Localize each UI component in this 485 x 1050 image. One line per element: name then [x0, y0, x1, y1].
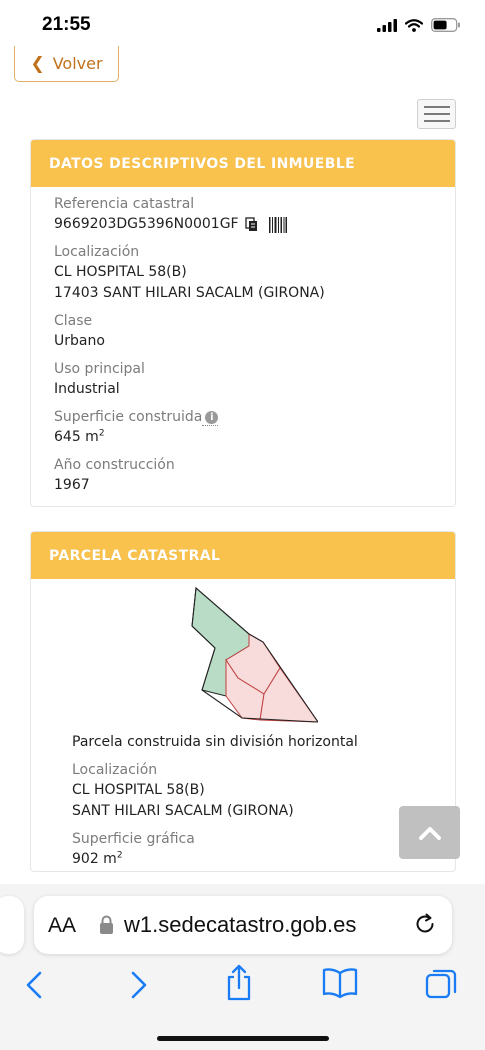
back-button-label: Volver: [52, 54, 103, 73]
class-value: Urbano: [54, 333, 105, 349]
back-icon[interactable]: [22, 965, 46, 1005]
status-time: 21:55: [42, 14, 91, 35]
location-line2: 17403 SANT HILARI SACALM (GIRONA): [54, 285, 325, 301]
tabs-icon[interactable]: [424, 966, 460, 1002]
info-trigger[interactable]: [202, 409, 218, 426]
parcel-surface-value: 902 m: [72, 851, 117, 867]
surface-value-row: [54, 427, 433, 448]
status-icons: [377, 18, 461, 32]
address-bar[interactable]: [34, 896, 452, 954]
surface-label-row: [54, 407, 433, 427]
ref-row: [54, 214, 433, 235]
location-line1: CL HOSPITAL 58(B): [54, 264, 187, 280]
hamburger-icon: [424, 106, 450, 108]
forward-icon[interactable]: [127, 965, 151, 1005]
hamburger-icon-bar: [424, 113, 450, 115]
ref-label: Referencia catastral: [54, 196, 195, 212]
parcel-surface-label: Superficie gráfica: [72, 831, 195, 847]
parcel-surface-row: [72, 849, 433, 870]
home-indicator: [157, 1036, 329, 1041]
parcel-panel-header: PARCELA CATASTRAL: [31, 532, 455, 579]
back-button[interactable]: [14, 46, 119, 82]
reader-settings-button[interactable]: AA: [48, 914, 77, 937]
parcel-description: Parcela construida sin división horizontal: [72, 734, 358, 750]
parcel-location-label: Localización: [72, 762, 158, 778]
share-icon[interactable]: [224, 962, 254, 1002]
scroll-top-button[interactable]: [399, 806, 460, 859]
battery-icon: [431, 18, 461, 32]
surface-label: Superficie construida: [54, 409, 203, 425]
bookmarks-icon[interactable]: [321, 967, 359, 999]
browser-toolbar: [0, 960, 485, 1020]
surface-unit-exp: 2: [98, 428, 105, 439]
parcel-location-line2: SANT HILARI SACALM (GIRONA): [72, 803, 294, 819]
parcel-details: [31, 732, 455, 880]
copy-icon[interactable]: [245, 217, 259, 233]
ref-value: 9669203DG5396N0001GF: [54, 216, 239, 232]
year-value: 1967: [54, 477, 90, 493]
surface-value: 645 m: [54, 429, 99, 445]
wifi-icon: [405, 19, 423, 32]
parcel-map: [31, 579, 455, 730]
barcode-icon[interactable]: [269, 217, 287, 233]
hamburger-icon-bar: [424, 120, 450, 122]
property-panel-header: DATOS DESCRIPTIVOS DEL INMUEBLE: [31, 140, 455, 187]
property-panel-body: [31, 187, 455, 510]
reload-icon[interactable]: [412, 911, 438, 937]
parcel-location-line1: CL HOSPITAL 58(B): [72, 782, 205, 798]
parcel-panel: [30, 531, 456, 872]
back-chevron-icon: ❮: [30, 53, 45, 74]
parcel-surface-unit-exp: 2: [116, 850, 123, 861]
previous-tab-peek[interactable]: [0, 896, 24, 954]
use-value: Industrial: [54, 381, 120, 397]
property-panel: [30, 139, 456, 507]
signal-icon: [377, 19, 397, 32]
lock-icon: [99, 915, 114, 935]
class-label: Clase: [54, 313, 93, 329]
use-label: Uso principal: [54, 361, 145, 377]
parcel-plan-image: [168, 586, 318, 730]
status-bar: [0, 0, 485, 52]
url-text[interactable]: w1.sedecatastro.gob.es: [124, 912, 357, 937]
hamburger-menu-button[interactable]: [417, 99, 456, 129]
year-label: Año construcción: [54, 457, 175, 473]
chevron-up-icon: [419, 826, 441, 840]
location-label: Localización: [54, 244, 140, 260]
info-icon[interactable]: i: [205, 411, 218, 424]
